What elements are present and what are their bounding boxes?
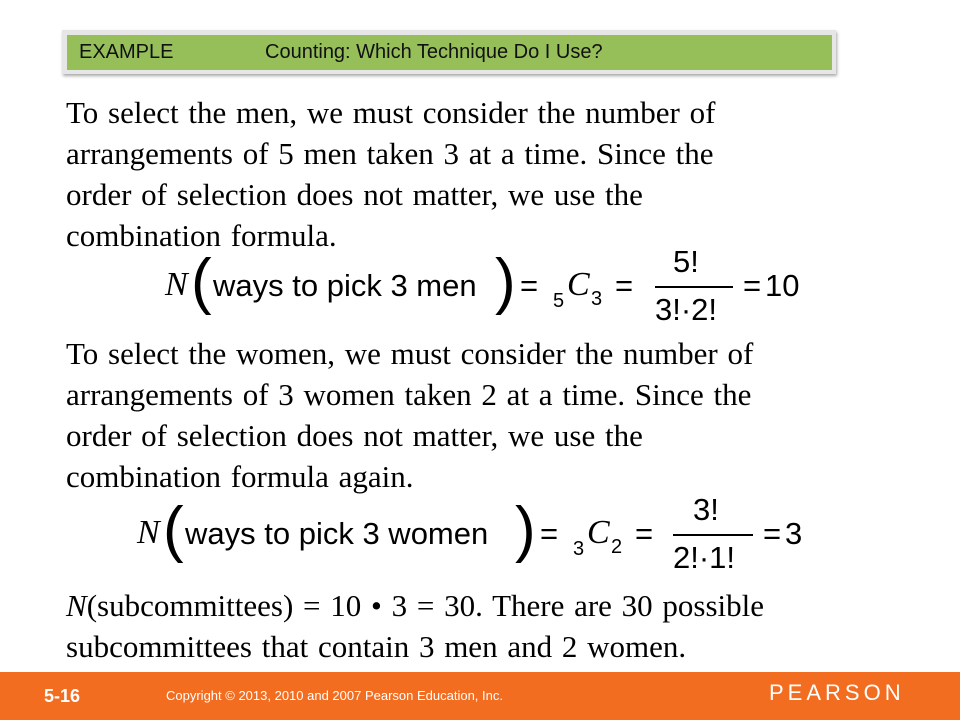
eq-left-paren: ( xyxy=(191,247,212,316)
fraction-bar xyxy=(673,534,753,536)
eq-post-subscript: 3 xyxy=(591,288,603,310)
eq-pre-subscript: 3 xyxy=(573,538,585,560)
eq-left-paren: ( xyxy=(163,495,184,564)
eq-equals: = xyxy=(763,516,782,551)
eq-func: N xyxy=(165,266,188,303)
banner-label: EXAMPLE xyxy=(79,41,174,63)
copyright-notice: Copyright © 2013, 2010 and 2007 Pearson Education, Inc. xyxy=(166,688,503,703)
eq-argument: ways to pick 3 women xyxy=(185,516,489,551)
page-number: 5-16 xyxy=(44,686,81,706)
fraction-numerator: 5! xyxy=(673,244,699,279)
fraction-numerator: 3! xyxy=(693,492,719,527)
italic-n: N xyxy=(66,588,87,623)
text-line: To select the men, we must consider the number of xyxy=(66,95,716,130)
eq-result: 3 xyxy=(785,516,803,551)
eq-equals: = xyxy=(635,516,654,551)
text-line: order of selection does not matter, we use the xyxy=(66,418,643,453)
eq-equals: = xyxy=(743,268,762,303)
eq-combination-symbol: C xyxy=(587,514,610,551)
banner-title: Counting: Which Technique Do I Use? xyxy=(265,41,603,63)
text-line: order of selection does not matter, we use the xyxy=(66,177,643,212)
eq-argument: ways to pick 3 men xyxy=(213,268,477,303)
conclusion-line2: subcommittees that contain 3 men and 2 women. xyxy=(66,629,687,664)
eq-result: 10 xyxy=(765,268,800,303)
text-line: combination formula. xyxy=(66,218,337,253)
text-line: arrangements of 3 women taken 2 at a time. Since the xyxy=(66,377,752,412)
paragraph-men xyxy=(66,92,715,256)
text-line: combination formula again. xyxy=(66,459,414,494)
eq-equals: = xyxy=(520,268,539,303)
text-line xyxy=(66,588,764,623)
conclusion-line1: (subcommittees) = 10 • 3 = 30. There are 30 possible xyxy=(86,588,765,623)
paragraph-conclusion xyxy=(66,585,764,667)
equation-men xyxy=(165,238,805,334)
example-banner xyxy=(67,35,832,70)
eq-combination-symbol: C xyxy=(567,266,590,303)
fraction-denominator: 2!·1! xyxy=(673,540,736,575)
fraction-bar xyxy=(655,286,733,288)
text-line: To select the women, we must consider the number of xyxy=(66,336,754,371)
pearson-logo: PEARSON xyxy=(769,680,905,705)
paragraph-women xyxy=(66,333,753,497)
equation-women xyxy=(137,486,802,582)
text-line: arrangements of 5 men taken 3 at a time. Since the xyxy=(66,136,714,171)
eq-equals: = xyxy=(540,516,559,551)
eq-func: N xyxy=(137,514,160,551)
fraction-denominator: 3!·2! xyxy=(655,292,718,327)
eq-pre-subscript: 5 xyxy=(553,290,565,312)
eq-right-paren: ) xyxy=(515,495,536,564)
eq-equals: = xyxy=(615,268,634,303)
eq-right-paren: ) xyxy=(495,247,516,316)
eq-post-subscript: 2 xyxy=(611,536,623,558)
footer-bar xyxy=(0,672,960,720)
